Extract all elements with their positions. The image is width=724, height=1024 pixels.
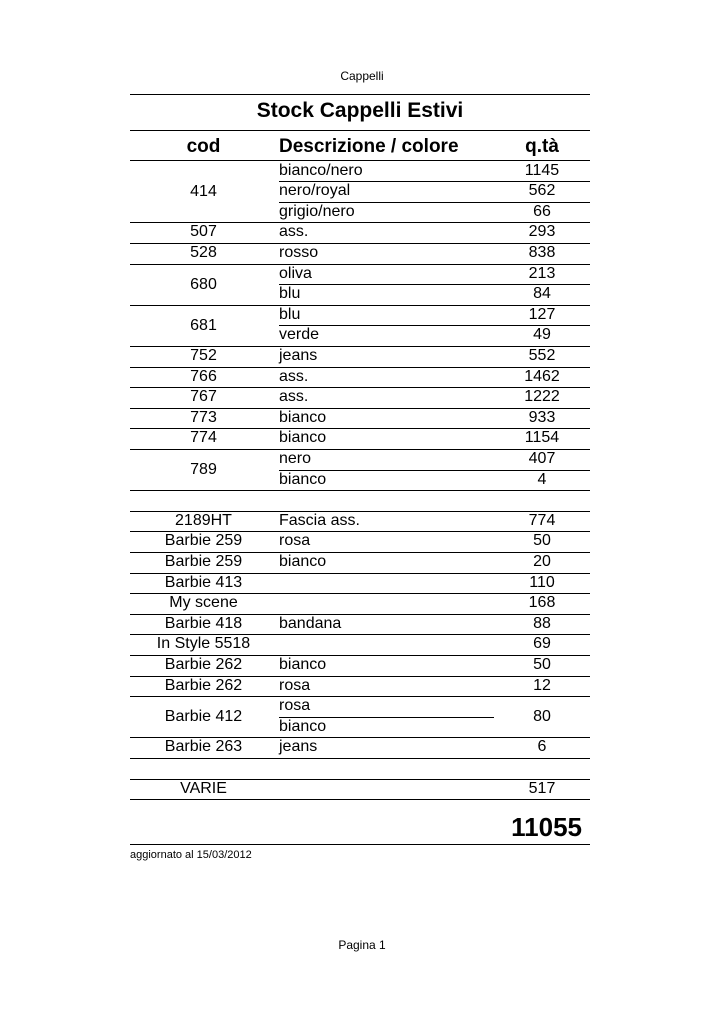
grand-total: 11055	[511, 812, 582, 842]
cell-qta: 517	[528, 779, 556, 797]
cell-descrizione	[279, 593, 494, 614]
update-date: aggiornato al 15/03/2012	[130, 849, 252, 861]
cell-cod: Barbie 262	[164, 655, 243, 673]
cell-descrizione	[279, 573, 494, 594]
cell-qta: 88	[533, 614, 551, 632]
cell-descrizione: bianco	[279, 408, 327, 426]
cell-qta: 552	[528, 346, 556, 364]
cell-descrizione: Fascia ass.	[279, 511, 360, 529]
cell-qta: 933	[528, 408, 556, 426]
cell-cod	[130, 490, 277, 511]
cell-descrizione: bianco	[279, 552, 327, 570]
cell-cod: 681	[190, 316, 217, 334]
cell-descrizione: verde	[279, 326, 320, 344]
column-header-cod: cod	[186, 136, 221, 157]
cell-qta: 69	[533, 635, 551, 653]
cell-descrizione: ass.	[279, 367, 309, 385]
cell-descrizione: bianco	[279, 717, 327, 735]
cell-cod: Barbie 259	[164, 552, 243, 570]
cell-cod: 767	[190, 388, 217, 406]
cell-qta: 213	[528, 264, 556, 282]
cell-cod	[130, 799, 277, 820]
cell-qta: 1145	[524, 161, 560, 179]
cell-qta: 4	[537, 470, 547, 488]
cell-qta: 6	[537, 738, 547, 756]
cell-cod: 774	[190, 429, 217, 447]
cell-cod: Barbie 262	[164, 676, 243, 694]
cell-cod: Barbie 263	[164, 738, 243, 756]
cell-descrizione: bianco	[279, 429, 327, 447]
cell-qta: 407	[528, 449, 556, 467]
cell-qta: 293	[528, 223, 556, 241]
cell-descrizione	[279, 490, 494, 511]
cell-qta: 66	[533, 202, 551, 220]
page-footer: Pagina 1	[338, 938, 386, 952]
sheet-title: Stock Cappelli Estivi	[256, 99, 464, 122]
column-header-descrizione: Descrizione / colore	[279, 136, 459, 157]
cell-cod: In Style 5518	[156, 635, 251, 653]
cell-descrizione: bianco	[279, 655, 327, 673]
cell-qta: 168	[528, 594, 556, 612]
cell-cod: 752	[190, 346, 217, 364]
cell-qta: 12	[533, 676, 551, 694]
cell-descrizione: rosa	[279, 532, 311, 550]
cell-descrizione: blu	[279, 305, 301, 323]
cell-qta: 1154	[524, 429, 560, 447]
cell-qta: 562	[528, 182, 556, 200]
cell-descrizione: rosa	[279, 676, 311, 694]
cell-qta: 49	[533, 326, 551, 344]
cell-qta: 50	[533, 655, 551, 673]
cell-descrizione	[279, 634, 494, 655]
cell-qta: 127	[528, 305, 556, 323]
title-rule	[130, 130, 590, 131]
cell-descrizione: ass.	[279, 223, 309, 241]
cell-qta: 774	[528, 511, 556, 529]
cell-descrizione: jeans	[279, 346, 318, 364]
cell-cod: VARIE	[180, 779, 227, 797]
total-rule	[130, 844, 590, 845]
cell-qta: 50	[533, 532, 551, 550]
cell-qta: 84	[533, 285, 551, 303]
cell-descrizione: bianco	[279, 470, 327, 488]
cell-descrizione: nero	[279, 449, 312, 467]
cell-descrizione: bandana	[279, 614, 342, 632]
cell-cod: 528	[190, 243, 217, 261]
cell-qta: 1222	[524, 388, 560, 406]
cell-descrizione: ass.	[279, 388, 309, 406]
cell-cod: 414	[190, 182, 217, 200]
cell-qta	[494, 758, 590, 779]
cell-descrizione: grigio/nero	[279, 202, 355, 220]
cell-cod: 507	[190, 223, 217, 241]
cell-cod: 680	[190, 275, 217, 293]
cell-descrizione	[279, 779, 494, 800]
cell-cod	[130, 758, 277, 779]
cell-qta: 110	[529, 573, 555, 591]
cell-qta: 1462	[524, 367, 560, 385]
cell-qta: 80	[533, 708, 551, 726]
cell-descrizione	[279, 799, 494, 820]
cell-cod: Barbie 413	[164, 573, 243, 591]
cell-qta: 838	[528, 243, 556, 261]
cell-qta	[494, 490, 590, 511]
cell-descrizione	[279, 758, 494, 779]
cell-cod: My scene	[169, 594, 238, 612]
cell-cod: 789	[190, 460, 217, 478]
cell-descrizione: bianco/nero	[279, 161, 363, 179]
cell-cod: 773	[190, 408, 217, 426]
cell-cod: Barbie 418	[164, 614, 243, 632]
cell-cod: 766	[190, 367, 217, 385]
cell-cod: 2189HT	[175, 511, 232, 529]
top-rule	[130, 94, 590, 95]
column-header-qta: q.tà	[525, 136, 559, 157]
cell-descrizione: rosso	[279, 243, 319, 261]
cell-descrizione: rosa	[279, 697, 311, 715]
cell-qta: 20	[533, 552, 551, 570]
cell-descrizione: jeans	[279, 738, 318, 756]
page-header: Cappelli	[340, 69, 384, 83]
cell-descrizione: nero/royal	[279, 182, 351, 200]
cell-descrizione: blu	[279, 285, 301, 303]
cell-descrizione: oliva	[279, 264, 312, 282]
cell-cod: Barbie 259	[164, 532, 243, 550]
cell-cod: Barbie 412	[164, 708, 243, 726]
